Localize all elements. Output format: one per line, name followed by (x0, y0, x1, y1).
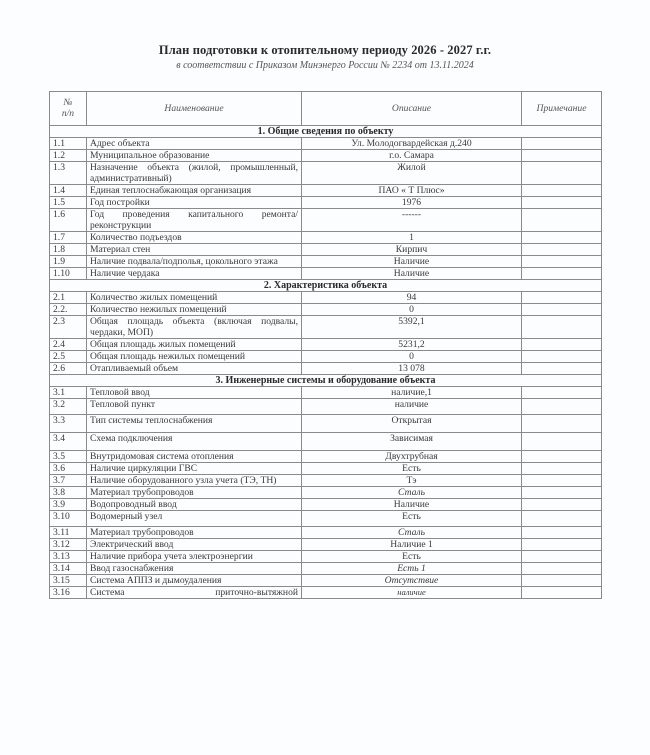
row-note (522, 551, 602, 563)
row-note (522, 463, 602, 475)
row-note (522, 387, 602, 399)
row-note (522, 185, 602, 197)
table-row (50, 387, 602, 399)
row-note (522, 162, 602, 185)
row-description: Наличие (302, 256, 522, 268)
row-number: 2.4 (50, 339, 87, 351)
row-number: 1.1 (50, 138, 87, 150)
row-description: 0 (302, 304, 522, 316)
row-number: 1.5 (50, 197, 87, 209)
row-description: наличие (302, 587, 522, 599)
row-number: 1.6 (50, 209, 87, 232)
row-number: 1.3 (50, 162, 87, 185)
row-description: 5392,1 (302, 316, 522, 339)
table-row (50, 268, 602, 280)
row-note (522, 363, 602, 375)
row-number: 1.8 (50, 244, 87, 256)
section-title: 1. Общие сведения по объекту (50, 126, 602, 138)
row-name: Схема подключения (87, 433, 302, 451)
row-number: 1.2 (50, 150, 87, 162)
row-number: 1.10 (50, 268, 87, 280)
row-number: 3.10 (50, 511, 87, 527)
table-row (50, 499, 602, 511)
row-description: Сталь (302, 527, 522, 539)
row-note (522, 487, 602, 499)
header-name: Наименование (87, 92, 302, 126)
row-number: 3.9 (50, 499, 87, 511)
row-description: Наличие (302, 268, 522, 280)
row-number: 3.2 (50, 399, 87, 415)
row-description: Зависимая (302, 433, 522, 451)
table-row (50, 339, 602, 351)
row-note (522, 539, 602, 551)
row-name: Назначение объекта (жилой, промышленный, административный) (87, 162, 302, 185)
row-name: Наличие циркуляции ГВС (87, 463, 302, 475)
row-number: 1.9 (50, 256, 87, 268)
row-description: Есть (302, 463, 522, 475)
row-description: Отсутствие (302, 575, 522, 587)
table-row (50, 575, 602, 587)
row-number: 2.1 (50, 292, 87, 304)
row-name: Наличие оборудованного узла учета (ТЭ, ТН) (87, 475, 302, 487)
section-title: 2. Характеристика объекта (50, 280, 602, 292)
table-row (50, 197, 602, 209)
row-note (522, 197, 602, 209)
table-row (50, 587, 602, 599)
row-name: Тепловой пункт (87, 399, 302, 415)
table-row (50, 433, 602, 451)
table-row (50, 351, 602, 363)
row-description: Сталь (302, 487, 522, 499)
row-name: Количество нежилых помещений (87, 304, 302, 316)
row-description: Ул. Молодогвардейская д.240 (302, 138, 522, 150)
header-description: Описание (302, 92, 522, 126)
row-note (522, 339, 602, 351)
row-number: 3.6 (50, 463, 87, 475)
row-description: 0 (302, 351, 522, 363)
document-title: План подготовки к отопительному периоду 2026 - 2027 г.г. (158, 43, 492, 57)
row-note (522, 527, 602, 539)
row-number: 2.2. (50, 304, 87, 316)
row-name: Тип системы теплоснабжения (87, 415, 302, 433)
row-description: Есть 1 (302, 563, 522, 575)
row-name: Наличие чердака (87, 268, 302, 280)
table-row (50, 363, 602, 375)
row-description: г.о. Самара (302, 150, 522, 162)
section-row (50, 280, 602, 292)
row-description: Наличие 1 (302, 539, 522, 551)
row-note (522, 292, 602, 304)
table-row (50, 539, 602, 551)
row-note (522, 399, 602, 415)
section-row (50, 375, 602, 387)
table-row (50, 256, 602, 268)
row-number: 3.7 (50, 475, 87, 487)
row-description: ------ (302, 209, 522, 232)
row-number: 3.8 (50, 487, 87, 499)
row-number: 2.3 (50, 316, 87, 339)
row-note (522, 451, 602, 463)
table-row (50, 185, 602, 197)
row-number: 1.4 (50, 185, 87, 197)
table-row (50, 511, 602, 527)
section-title: 3. Инженерные системы и оборудование объекта (50, 375, 602, 387)
table-row (50, 475, 602, 487)
row-name: Единая теплоснабжающая организация (87, 185, 302, 197)
table-row (50, 162, 602, 185)
table-row (50, 304, 602, 316)
row-note (522, 150, 602, 162)
table-row (50, 399, 602, 415)
row-name: Ввод газоснабжения (87, 563, 302, 575)
header-number-abbr: п/п (61, 108, 75, 119)
row-note (522, 415, 602, 433)
row-note (522, 433, 602, 451)
row-note (522, 268, 602, 280)
row-name: Система АППЗ и дымоудаления (87, 575, 302, 587)
row-number: 3.12 (50, 539, 87, 551)
table-row (50, 232, 602, 244)
row-description: наличие (302, 399, 522, 415)
table-row (50, 487, 602, 499)
row-name: Общая площадь жилых помещений (87, 339, 302, 351)
row-description: 1976 (302, 197, 522, 209)
row-note (522, 232, 602, 244)
row-note (522, 587, 602, 599)
table-row (50, 551, 602, 563)
row-name: Наличие прибора учета электроэнергии (87, 551, 302, 563)
row-name: Водомерный узел (87, 511, 302, 527)
row-name: Год постройки (87, 197, 302, 209)
row-number: 3.16 (50, 587, 87, 599)
row-name: Электрический ввод (87, 539, 302, 551)
row-note (522, 563, 602, 575)
row-note (522, 499, 602, 511)
row-note (522, 256, 602, 268)
row-name: Общая площадь нежилых помещений (87, 351, 302, 363)
row-description: ПАО « Т Плюс» (302, 185, 522, 197)
row-name: Наличие подвала/подполья, цокольного этажа (87, 256, 302, 268)
row-description: 13 078 (302, 363, 522, 375)
header-number-symbol: № (63, 97, 73, 108)
row-number: 3.1 (50, 387, 87, 399)
row-name: Система приточно-вытяжной (87, 587, 302, 599)
row-name: Материал стен (87, 244, 302, 256)
row-description: наличие,1 (302, 387, 522, 399)
row-number: 3.3 (50, 415, 87, 433)
row-number: 2.6 (50, 363, 87, 375)
row-description: Есть (302, 511, 522, 527)
row-description: 1 (302, 232, 522, 244)
table-header-row (50, 92, 602, 126)
row-description: 94 (302, 292, 522, 304)
table-row (50, 316, 602, 339)
row-description: Наличие (302, 499, 522, 511)
row-description: Жилой (302, 162, 522, 185)
row-description: Открытая (302, 415, 522, 433)
document-subtitle: в соответствии с Приказом Минэнерго России № 2234 от 13.11.2024 (176, 60, 474, 71)
header-note: Примечание (522, 92, 602, 126)
row-number: 3.15 (50, 575, 87, 587)
row-name: Тепловой ввод (87, 387, 302, 399)
row-note (522, 575, 602, 587)
row-note (522, 304, 602, 316)
table-row (50, 209, 602, 232)
row-number: 1.7 (50, 232, 87, 244)
row-name: Водопроводный ввод (87, 499, 302, 511)
row-name: Материал трубопроводов (87, 487, 302, 499)
row-note (522, 351, 602, 363)
row-name: Количество жилых помещений (87, 292, 302, 304)
row-name: Муниципальное образование (87, 150, 302, 162)
row-name: Внутридомовая система отопления (87, 451, 302, 463)
row-description: Двухтрубная (302, 451, 522, 463)
row-note (522, 511, 602, 527)
row-note (522, 244, 602, 256)
table-row (50, 463, 602, 475)
row-description: 5231,2 (302, 339, 522, 351)
table-row (50, 244, 602, 256)
plan-table (49, 91, 602, 599)
table-row (50, 292, 602, 304)
row-note (522, 209, 602, 232)
row-note (522, 475, 602, 487)
row-name: Адрес объекта (87, 138, 302, 150)
table-row (50, 451, 602, 463)
table-row (50, 150, 602, 162)
row-name: Год проведения капитального ремонта/реконструкции (87, 209, 302, 232)
header-number (50, 92, 87, 126)
row-name: Количество подъездов (87, 232, 302, 244)
table-row (50, 563, 602, 575)
row-description: Тэ (302, 475, 522, 487)
table-row (50, 138, 602, 150)
row-note (522, 316, 602, 339)
row-number: 3.4 (50, 433, 87, 451)
table-row (50, 415, 602, 433)
row-description: Кирпич (302, 244, 522, 256)
row-name: Отапливаемый объем (87, 363, 302, 375)
section-row (50, 126, 602, 138)
row-name: Общая площадь объекта (включая подвалы, чердаки, МОП) (87, 316, 302, 339)
row-note (522, 138, 602, 150)
row-number: 3.5 (50, 451, 87, 463)
row-name: Материал трубопроводов (87, 527, 302, 539)
row-number: 3.14 (50, 563, 87, 575)
row-description: Есть (302, 551, 522, 563)
row-number: 3.13 (50, 551, 87, 563)
table-row (50, 527, 602, 539)
row-number: 2.5 (50, 351, 87, 363)
row-number: 3.11 (50, 527, 87, 539)
